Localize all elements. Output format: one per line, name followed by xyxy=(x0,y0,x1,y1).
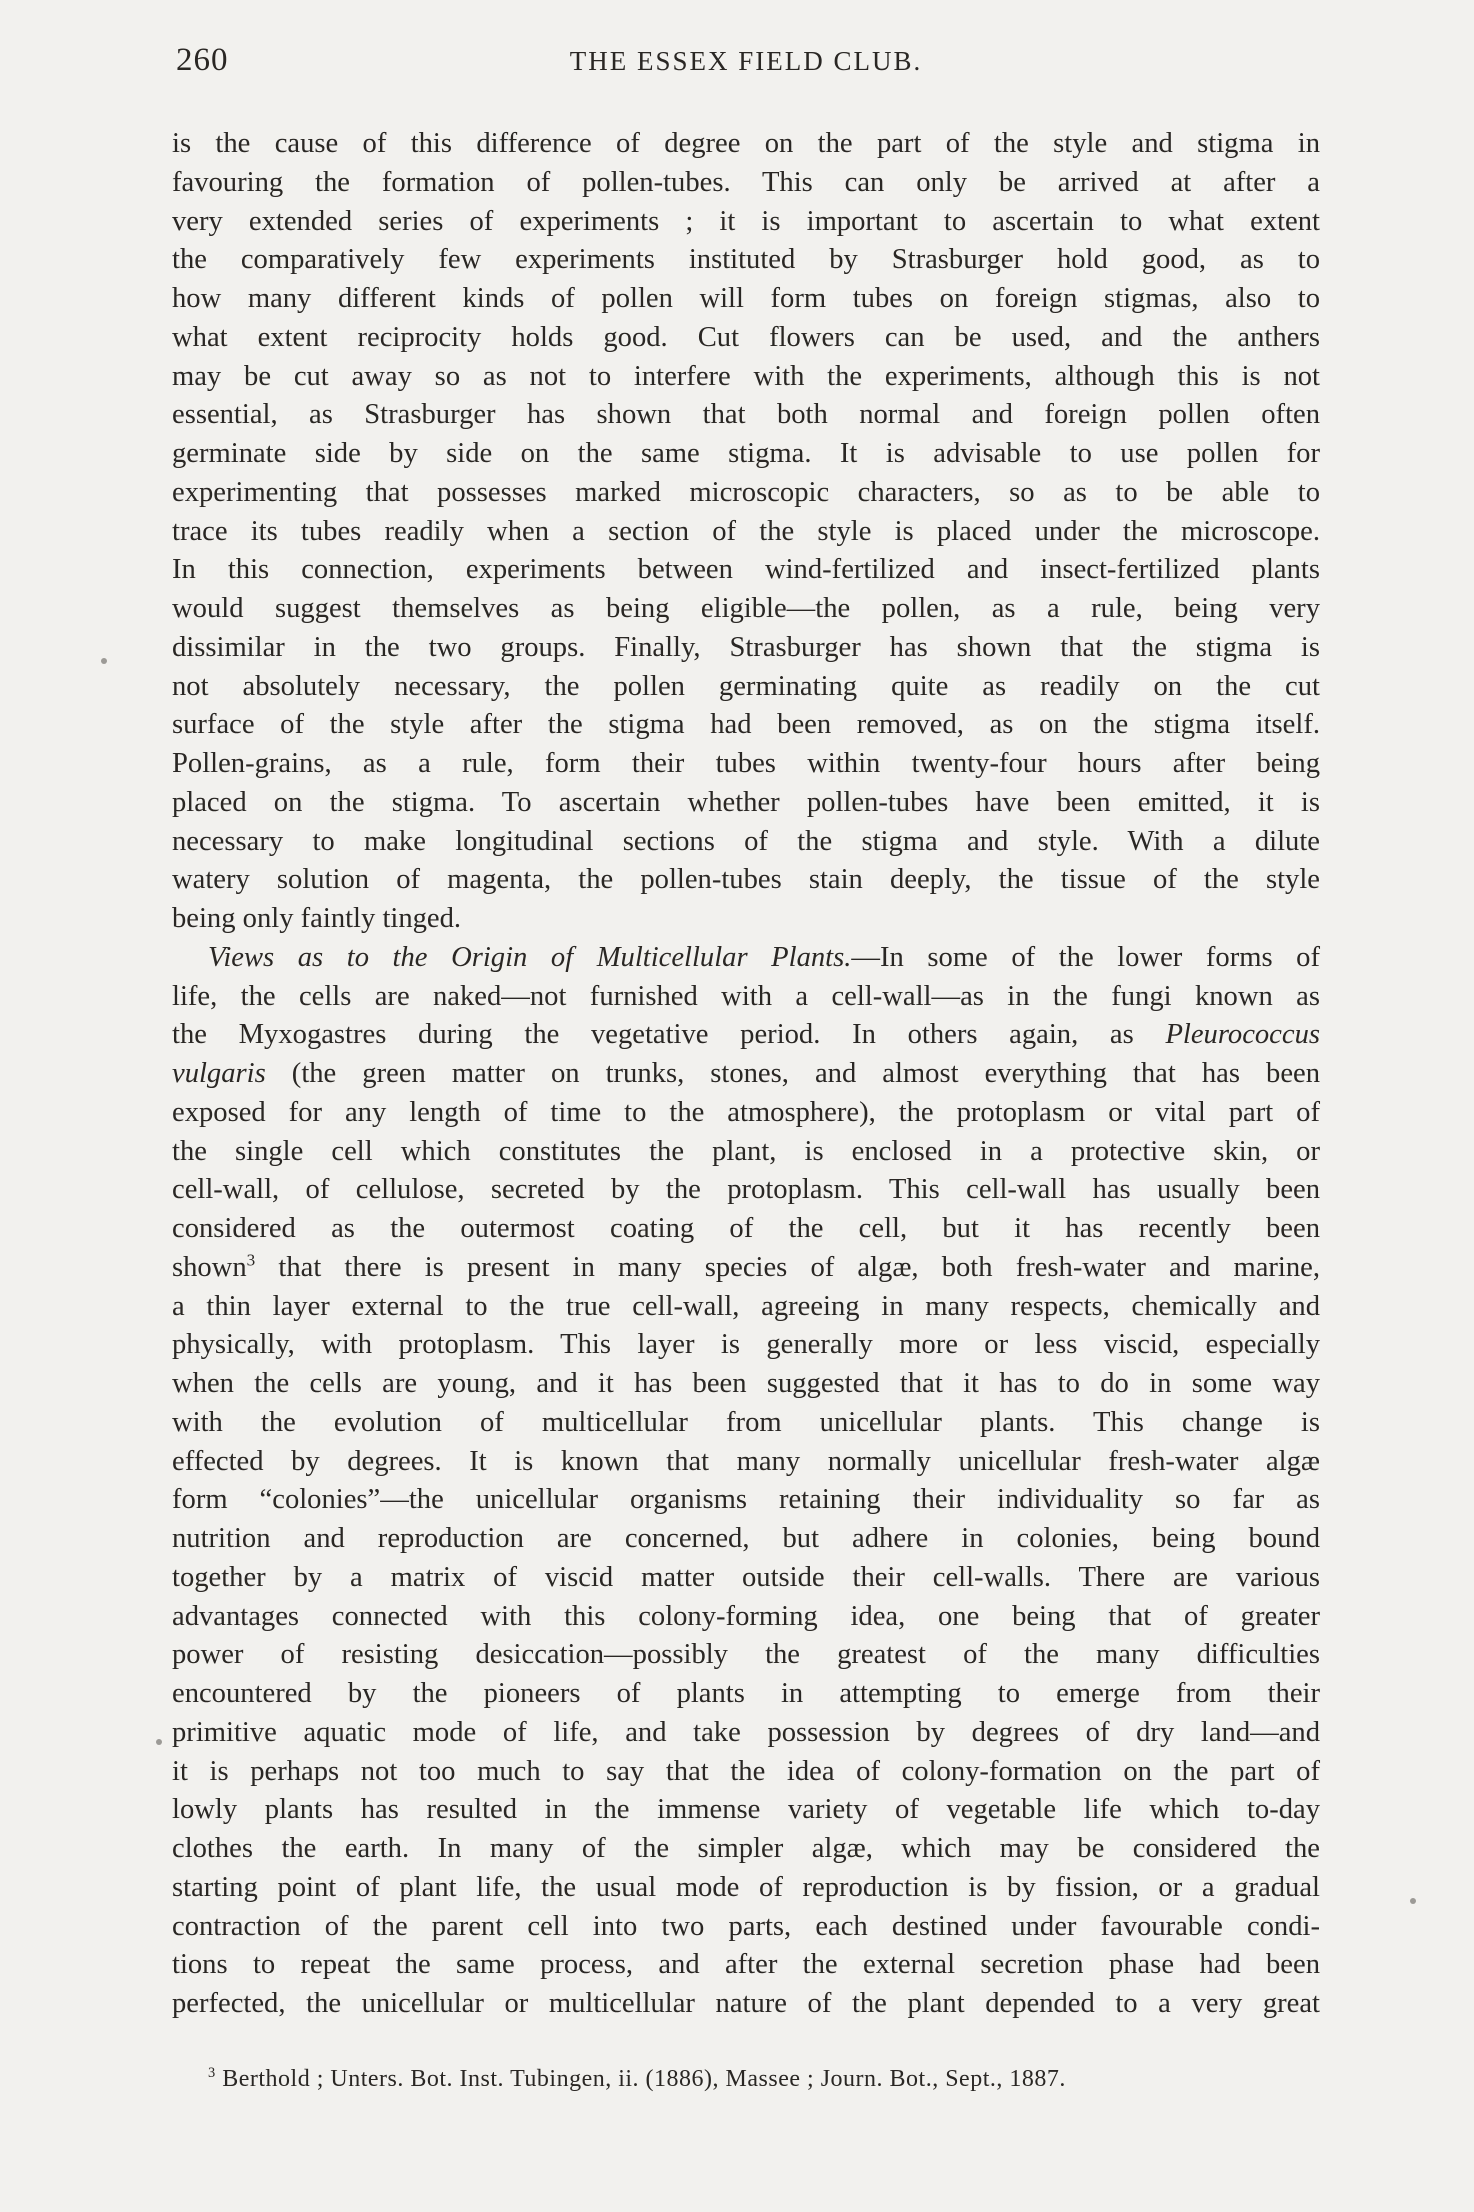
text-line: a thin layer external to the true cell-wall, agreeing in many respects, chemically and xyxy=(172,1290,1320,1322)
footnote-text: Berthold ; Unters. Bot. Inst. Tubingen, ii. (1886), Massee ; Journ. Bot., Sept., 1887. xyxy=(222,2066,1066,2092)
text-line: not absolutely necessary, the pollen germinating quite as readily on the cut xyxy=(172,670,1320,702)
page-header xyxy=(172,42,1320,82)
text-line: is the cause of this difference of degree on the part of the style and stigma in xyxy=(172,128,1320,159)
text-line: perfected, the unicellular or multicellular nature of the plant depended to a very great xyxy=(172,1988,1320,2019)
text-line: advantages connected with this colony-forming idea, one being that of greater xyxy=(172,1600,1320,1632)
text-line: surface of the style after the stigma had been removed, as on the stigma itself. xyxy=(172,709,1320,741)
page-number: 260 xyxy=(176,42,229,78)
text-line: the comparatively few experiments instituted by Strasburger hold good, as to xyxy=(172,244,1320,276)
text-line: when the cells are young, and it has been suggested that it has to do in some way xyxy=(172,1368,1320,1399)
text-line: watery solution of magenta, the pollen-tubes stain deeply, the tissue of the style xyxy=(172,864,1320,896)
text-line: dissimilar in the two groups. Finally, Strasburger has shown that the stigma is xyxy=(172,631,1320,663)
paper-speck xyxy=(1410,1898,1416,1904)
text-line: vulgaris (the green matter on trunks, stones, and almost everything that has been xyxy=(172,1058,1320,1089)
text-line: contraction of the parent cell into two parts, each destined under favourable condi- xyxy=(172,1910,1320,1942)
text-line: the single cell which constitutes the plant, is enclosed in a protective skin, or xyxy=(172,1135,1320,1167)
text-line: what extent reciprocity holds good. Cut flowers can be used, and the anthers xyxy=(172,321,1320,353)
footnote xyxy=(208,2066,1258,2093)
body-text xyxy=(172,125,1320,2024)
text-line: encountered by the pioneers of plants in attempting to emerge from their xyxy=(172,1678,1320,1709)
text-line: In this connection, experiments between wind-fertilized and insect-fertilized plants xyxy=(172,554,1320,586)
paragraph-multicellular-origin xyxy=(172,939,1320,2024)
text-line: shown$^3$ that there is present in many species of algæ, both fresh-water and marine, xyxy=(172,1250,1320,1283)
text-line: starting point of plant life, the usual mode of reproduction is by fission, or a gradual xyxy=(172,1871,1320,1903)
species-name: vulgaris xyxy=(172,1058,266,1089)
text-line: it is perhaps not too much to say that the idea of colony-formation on the part of xyxy=(172,1755,1320,1787)
text-line: trace its tubes readily when a section of the style is placed under the microscope. xyxy=(172,515,1320,547)
text-line: clothes the earth. In many of the simpler algæ, which may be considered the xyxy=(172,1833,1320,1864)
text-block xyxy=(172,1094,1320,1249)
text-line: exposed for any length of time to the atmosphere), the protoplasm or vital part of xyxy=(172,1096,1320,1128)
text-line: nutrition and reproduction are concerned, but adhere in colonies, being bound xyxy=(172,1523,1320,1554)
text-line: power of resisting desiccation—possibly the greatest of the many difficulties xyxy=(172,1639,1320,1671)
text-line: essential, as Strasburger has shown that both normal and foreign pollen often xyxy=(172,399,1320,431)
text-line: the Myxogastres during the vegetative period. In others again, as Pleurococcus xyxy=(172,1019,1320,1051)
paragraph-pollen-experiments xyxy=(172,125,1320,939)
text-line: cell-wall, of cellulose, secreted by the protoplasm. This cell-wall has usually been xyxy=(172,1174,1320,1206)
text-line: physically, with protoplasm. This layer is generally more or less viscid, especially xyxy=(172,1329,1320,1361)
text-line: Pollen-grains, as a rule, form their tubes within twenty-four hours after being xyxy=(172,748,1320,779)
text-line: considered as the outermost coating of the cell, but it has recently been xyxy=(172,1213,1320,1244)
paper-speck xyxy=(101,658,107,664)
text-line: necessary to make longitudinal sections of the stigma and style. With a dilute xyxy=(172,825,1320,857)
text-line: germinate side by side on the same stigma. It is advisable to use pollen for xyxy=(172,438,1320,469)
text-line: being only faintly tinged. xyxy=(172,903,462,934)
text-line: may be cut away so as not to interfere with the experiments, although this is not xyxy=(172,360,1320,392)
text-line: Views as to the Origin of Multicellular Plants.—In some of the lower forms of xyxy=(208,941,1320,973)
text-line: life, the cells are naked—not furnished with a cell-wall—as in the fungi known as xyxy=(172,980,1320,1012)
text-line: lowly plants has resulted in the immense variety of vegetable life which to-day xyxy=(172,1794,1320,1826)
text-line: together by a matrix of viscid matter outside their cell-walls. There are various xyxy=(172,1561,1320,1593)
text-line: effected by degrees. It is known that many normally unicellular fresh-water algæ xyxy=(172,1445,1320,1477)
text-line: favouring the formation of pollen-tubes. This can only be arrived at after a xyxy=(172,166,1320,198)
text-line: would suggest themselves as being eligible—the pollen, as a rule, being very xyxy=(172,593,1320,624)
section-heading: Views as to the Origin of Multicellular Plants. xyxy=(208,941,852,973)
text-line: with the evolution of multicellular from unicellular plants. This change is xyxy=(172,1406,1320,1438)
footnote-marker: 3 xyxy=(208,2065,216,2081)
text-line: primitive aquatic mode of life, and take possession by degrees of dry land—and xyxy=(172,1716,1320,1748)
text-line: placed on the stigma. To ascertain whether pollen-tubes have been emitted, it is xyxy=(172,786,1320,818)
paper-speck xyxy=(156,1739,162,1745)
text-line: form “colonies”—the unicellular organisms retaining their individuality so far as xyxy=(172,1484,1320,1516)
text-block xyxy=(172,1288,1320,2024)
running-title: THE ESSEX FIELD CLUB. xyxy=(569,46,923,76)
text-line: very extended series of experiments ; it is important to ascertain to what extent xyxy=(172,205,1320,237)
footnote-reference: 3 xyxy=(246,1250,256,1270)
text-line: tions to repeat the same process, and after the external secretion phase had been xyxy=(172,1949,1320,1981)
text-line: how many different kinds of pollen will form tubes on foreign stigmas, also to xyxy=(172,283,1320,314)
text-line: experimenting that possesses marked microscopic characters, so as to be able to xyxy=(172,476,1320,508)
species-name: Pleurococcus xyxy=(1165,1019,1320,1051)
